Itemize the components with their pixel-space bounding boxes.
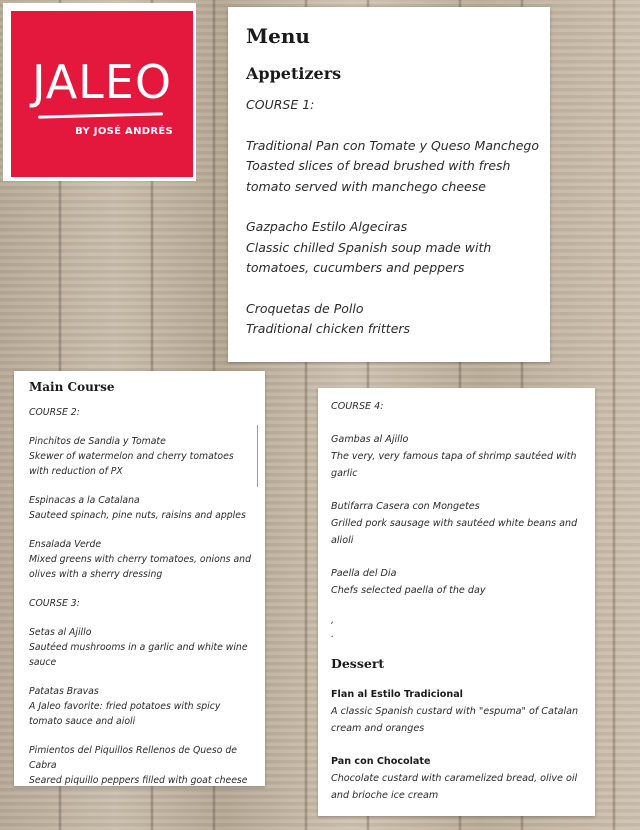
menu-item-name: Paella del Dia — [331, 568, 397, 579]
menu-item — [29, 684, 251, 729]
menu-item — [29, 625, 251, 670]
course4-dessert-card — [318, 388, 595, 816]
menu-item-desc: The very, very famous tapa of shrimp sautéed with garlic — [331, 451, 577, 479]
menu-item-name: Pinchitos de Sandia y Tomate — [29, 436, 166, 447]
menu-item — [331, 753, 587, 804]
menu-item-desc: Chocolate custard with caramelized bread, olive oil and brioche ice cream — [331, 773, 578, 801]
menu-item — [331, 686, 587, 737]
menu-item — [246, 217, 546, 279]
main-course-heading: Main Course — [29, 380, 115, 394]
menu-item — [331, 498, 587, 549]
menu-item-name: Setas al Ajillo — [29, 627, 92, 638]
course-label: COURSE 4: — [331, 401, 384, 412]
menu-item-name: Ensalada Verde — [29, 539, 102, 550]
menu-item-desc: Skewer of watermelon and cherry tomatoes with reduction of PX — [29, 451, 234, 477]
menu-item-desc: Chefs selected paella of the day — [331, 585, 486, 596]
logo-brand: JALEO — [31, 55, 173, 109]
menu-item-desc: Sautéed mushrooms in a garlic and white wine sauce — [29, 642, 248, 668]
menu-item-desc: Grilled pork sausage with sautéed white beans and alioli — [331, 518, 578, 546]
main-course-card — [14, 371, 265, 786]
menu-item-desc: Mixed greens with cherry tomatoes, onions and olives with a sherry dressing — [29, 554, 251, 580]
menu-item — [29, 493, 251, 523]
menu-item-name: Gazpacho Estilo Algeciras — [246, 219, 408, 234]
scrollbar[interactable] — [257, 425, 258, 487]
course-label: COURSE 3: — [29, 598, 80, 609]
menu-item-desc: A classic Spanish custard with "espuma" of Catalan cream and oranges — [331, 706, 579, 734]
menu-item-name: Butifarra Casera con Mongetes — [331, 501, 480, 512]
menu-item — [29, 537, 251, 582]
jaleo-logo[interactable] — [11, 11, 193, 177]
logo-underline — [38, 112, 163, 118]
menu-item-name: Pan con Chocolate — [331, 756, 431, 767]
menu-item-name: Patatas Bravas — [29, 686, 99, 697]
menu-title: Menu — [246, 24, 310, 48]
menu-item-name: Croquetas de Pollo — [246, 300, 364, 316]
appetizers-card — [228, 7, 550, 362]
course-label: COURSE 2: — [29, 407, 80, 418]
menu-item-name: Flan al Estilo Tradicional — [331, 689, 463, 700]
menu-item-desc: Classic chilled Spanish soup made with tomatoes, cucumbers and peppers — [246, 239, 492, 275]
menu-item — [29, 743, 251, 788]
menu-item-desc: A Jaleo favorite: fried potatoes with spicy tomato sauce and aioli — [29, 701, 221, 727]
dessert-heading: Dessert — [331, 656, 385, 671]
main-course-body — [29, 405, 251, 802]
menu-item — [29, 434, 251, 479]
menu-item-name: Pimientos del Piquillos Rellenos de Queso de Cabra — [29, 745, 238, 771]
menu-item — [331, 565, 587, 599]
menu-item-desc: Traditional chicken fritters — [246, 321, 411, 336]
menu-item — [246, 299, 546, 340]
menu-item-name: Espinacas a la Catalana — [29, 495, 140, 506]
menu-item-name: Traditional Pan con Tomate y Queso Manchego — [246, 137, 539, 153]
menu-item — [246, 136, 546, 198]
menu-item-desc: Seared piquillo peppers filled with goat cheese — [29, 775, 248, 786]
logo-frame — [3, 3, 196, 181]
course4-body — [331, 398, 587, 820]
stray-comma: , — [331, 615, 335, 626]
appetizers-heading: Appetizers — [246, 64, 342, 83]
logo-byline: BY JOSÉ ANDRÉS — [75, 126, 173, 137]
menu-item-desc: Toasted slices of bread brushed with fresh tomato served with manchego cheese — [246, 158, 511, 194]
course-label: COURSE 1: — [246, 97, 315, 112]
menu-item-desc: Sauteed spinach, pine nuts, raisins and apples — [29, 510, 246, 521]
stray-period: . — [331, 629, 335, 640]
menu-item-name: Gambas al Ajillo — [331, 434, 409, 445]
appetizers-body — [246, 95, 546, 360]
menu-item — [331, 431, 587, 482]
